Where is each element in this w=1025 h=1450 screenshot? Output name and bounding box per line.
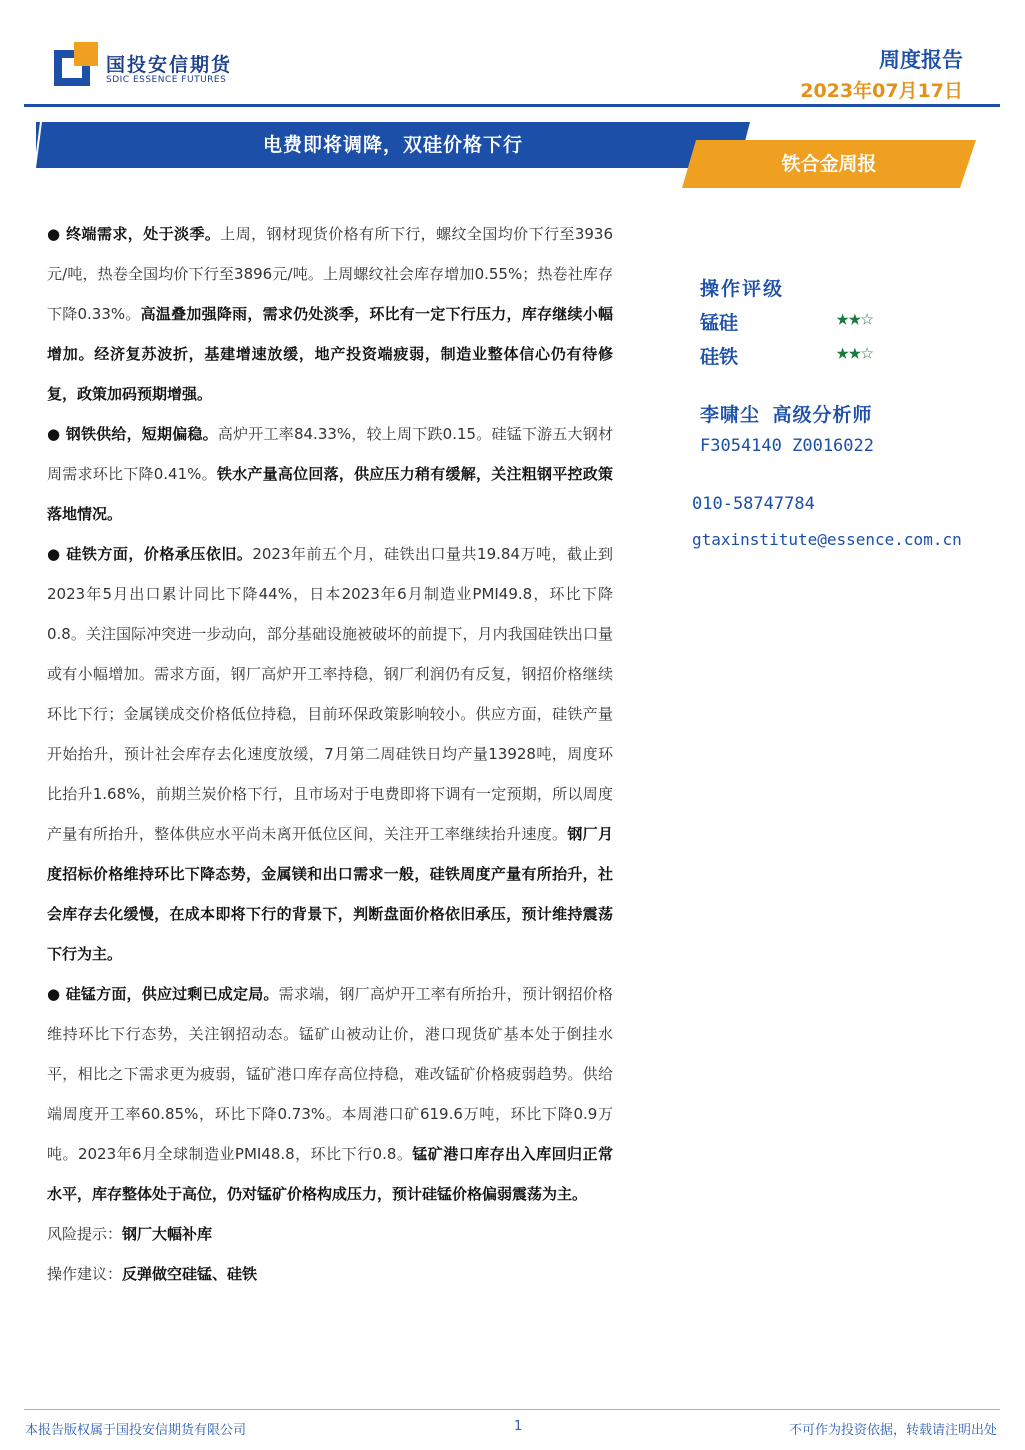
rating-name: 硅铁 — [700, 346, 739, 368]
body-text-segment: 高炉开工率84.33%，较上周下跌0.15。硅锰下游五大钢材周需求环比下降0.41%。 — [47, 425, 613, 483]
logo-mark-icon — [54, 42, 98, 86]
footer-copyright: 本报告版权属于国投安信期货有限公司 — [25, 1423, 247, 1438]
report-title: 电费即将调降，双硅价格下行 — [262, 134, 523, 156]
logo-text-en: SDIC ESSENCE FUTURES — [106, 75, 227, 85]
emphasis-text: 铁水产量高位回落，供应压力稍有缓解，关注粗钢平控政策落地情况。 — [47, 465, 613, 523]
rating-name: 锰硅 — [700, 312, 739, 334]
page-number: 1 — [514, 1419, 523, 1434]
title-banner — [36, 122, 750, 168]
report-type: 周度报告 — [879, 48, 963, 72]
body-paragraph — [47, 1214, 613, 1254]
body-text-segment: 上周，钢材现货价格有所下行，螺纹全国均价下行至3936元/吨，热卷全国均价下行至3896元/吨。上周螺纹社会库存增加0.55%；热卷社库存下降0.33%。 — [47, 225, 614, 323]
body-paragraph — [47, 534, 613, 974]
star-rating-icon: ★★☆ — [836, 340, 873, 365]
emphasis-text: ● 钢铁供给，短期偏稳。 — [47, 425, 218, 443]
rating-heading: 操作评级 — [700, 278, 785, 300]
body-text-segment: 2023年前五个月，硅铁出口量共19.84万吨，截止到2023年5月出口累计同比下降44%，日本2023年6月制造业PMI49.8，环比下降0.8。关注国际冲突进一步动向，部分基础设施被破坏的前提下，月内我国硅铁出口量或有小幅增加。需求方面，钢厂高炉开工率持稳，钢厂利润仍有反复，钢招价格继续环比下行；金属镁成交价格低位持稳，目前环保政策影响较小。供应方面，硅铁产量开始抬升，预计社会库存去化速度放缓，7月第二周硅铁日均产量13928吨，周度环比抬升1.68%，前期兰炭价格下行，且市场对于电费即将下调有一定预期，所以周度产量有所抬升，整体供应水平尚未离开低位区间，关注开工率继续抬升速度。 — [47, 545, 613, 843]
footer-divider — [24, 1409, 1000, 1410]
header-divider — [24, 104, 1000, 107]
emphasis-text: 反弹做空硅锰、硅铁 — [122, 1265, 258, 1283]
analyst-name: 李啸尘 高级分析师 — [700, 404, 873, 426]
body-paragraph — [47, 214, 613, 414]
body-text-segment: 风险提示： — [47, 1225, 123, 1243]
body-text-segment: 需求端，钢厂高炉开工率有所抬升，预计钢招价格维持环比下行态势，关注钢招动态。锰矿山被动让价，港口现货矿基本处于倒挂水平，相比之下需求更为疲弱，锰矿港口库存高位持稳，难改锰矿价格疲弱趋势。供给端周度开工率60.85%，环比下降0.73%。本周港口矿619.6万吨，环比下降0.9万吨。2023年6月全球制造业PMI48.8，环比下行0.8。 — [47, 985, 613, 1163]
contact-phone: 010-58747784 — [692, 494, 815, 514]
tag-banner — [682, 140, 976, 188]
emphasis-text: ● 终端需求，处于淡季。 — [47, 225, 221, 243]
rating-row-mn-si — [700, 308, 930, 338]
report-body — [47, 214, 613, 1294]
emphasis-text: 钢厂大幅补库 — [122, 1225, 213, 1243]
body-paragraph — [47, 1254, 613, 1294]
emphasis-text: ● 硅铁方面，价格承压依旧。 — [47, 545, 253, 563]
rating-row-fe-si — [700, 342, 930, 372]
report-date: 2023年07月17日 — [800, 80, 963, 102]
star-rating-icon: ★★☆ — [836, 306, 873, 331]
body-paragraph — [47, 974, 613, 1214]
contact-email[interactable]: gtaxinstitute@essence.com.cn — [692, 530, 962, 549]
body-paragraph — [47, 414, 613, 534]
analyst-cert: F3054140 Z0016022 — [700, 436, 874, 456]
logo-text-cn: 国投安信期货 — [106, 54, 233, 76]
footer-disclaimer: 不可作为投资依据，转载请注明出处 — [788, 1423, 997, 1438]
emphasis-text: 锰矿港口库存出入库回归正常水平，库存整体处于高位，仍对锰矿价格构成压力，预计硅锰价格偏弱震荡为主。 — [47, 1145, 613, 1203]
emphasis-text: 高温叠加强降雨，需求仍处淡季，环比有一定下行压力，库存继续小幅增加。经济复苏波折，基建增速放缓，地产投资端疲弱，制造业整体信心仍有待修复，政策加码预期增强。 — [47, 305, 613, 403]
emphasis-text: 钢厂月度招标价格维持环比下降态势，金属镁和出口需求一般，硅铁周度产量有所抬升，社会库存去化缓慢，在成本即将下行的背景下，判断盘面价格依旧承压，预计维持震荡下行为主。 — [47, 825, 613, 963]
report-tag: 铁合金周报 — [781, 153, 877, 175]
emphasis-text: ● 硅锰方面，供应过剩已成定局。 — [47, 985, 279, 1003]
body-text-segment: 操作建议： — [47, 1265, 123, 1283]
